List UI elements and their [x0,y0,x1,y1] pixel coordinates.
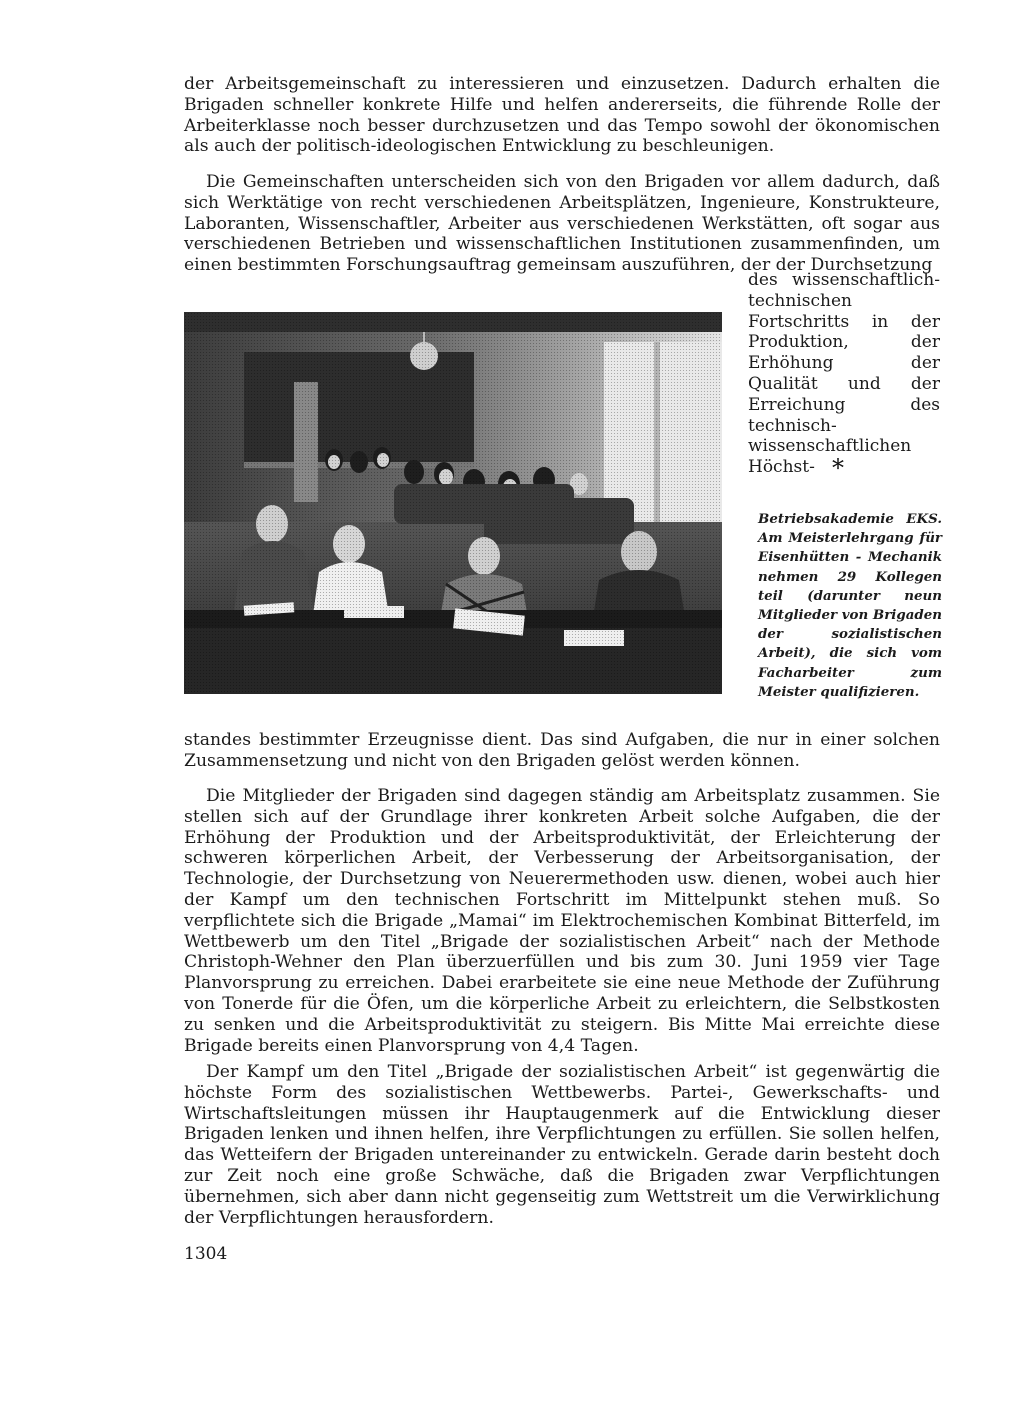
classroom-photo-illustration [184,312,722,694]
paragraph-continuation-below-photo: standes bestimmter Erzeugnisse dient. Das sind Aufgaben, die nur in einer solchen Zusammensetzung und nicht von den Brigaden gelöst werden können. [184,730,940,771]
separator-star-icon: * [832,454,844,482]
paragraph-kampf-um-titel: Der Kampf um den Titel „Brigade der sozialistischen Arbeit“ ist gegenwärtig die höchste Form des sozialistischen Wettbewerbs. Partei-, Gewerkschafts- und Wirtschaftsleitungen müssen ihr Hauptaugenmerk auf die Entwicklung dieser Brigaden lenken und ihnen helfen, ihre Verpflichtungen zu erfüllen. Sie sollen helfen, das Wetteifern der Brigaden untereinander zu entwickeln. Gerade darin besteht doch zur Zeit noch eine große Schwäche, daß die Brigaden zwar Verpflichtungen übernehmen, sich aber dann nicht gegenseitig zum Wettstreit um die Verwirklichung der Verpflichtungen herausfordern. [184,1062,940,1228]
paragraph-gemeinschaften: Die Gemeinschaften unterscheiden sich von den Brigaden vor allem dadurch, daß sich Werktätige von recht verschiedenen Arbeitsplätzen, Ingenieure, Konstrukteure, Laboranten, Wissenschaftler, Arbeiter aus verschiedenen Werkstätten, oft sogar aus verschiedenen Betrieben und wissenschaftlichen Institutionen zusammenfinden, um einen bestimmten Forschungsauftrag gemeinsam auszuführen, der der Durchsetzung [184,172,940,276]
page-number: 1304 [184,1244,228,1264]
paragraph-continuation: der Arbeitsgemeinschaft zu interessieren und einzusetzen. Dadurch erhalten die Brigaden schneller konkrete Hilfe und helfen andererseits, die führende Rolle der Arbeiterklasse noch besser durchzusetzen und das Tempo sowohl der ökonomischen als auch der politisch-ideologischen Entwicklung zu beschleunigen. [184,74,940,157]
classroom-photo [184,312,722,694]
paragraph-column-beside-photo: des wissenschaftlich-technischen Fortschritts in der Produktion, der Erhöhung der Qualität und der Erreichung des technisch-wissenschaftlichen Höchst- [748,270,940,478]
photo-caption: Betriebsakademie EKS. Am Meisterlehrgang für Eisenhütten - Mechanik nehmen 29 Kollegen teil (darunter neun Mitglieder von Brigaden der sozialistischen Arbeit), die sich vom Facharbeiter zum Meister qualifizieren. [758,511,942,700]
paragraph-brigaden: Die Mitglieder der Brigaden sind dagegen ständig am Arbeitsplatz zusammen. Sie stellen sich auf der Grundlage ihrer konkreten Arbeit solche Aufgaben, die der Erhöhung der Produktion und der Arbeitsproduktivität, der Erleichterung der schweren körperlichen Arbeit, der Verbesserung der Arbeitsorganisation, der Technologie, der Durchsetzung von Neuerermethoden usw. dienen, wobei auch hier der Kampf um den technischen Fortschritt im Mittelpunkt stehen muß. So verpflichtete sich die Brigade „Mamai“ im Elektrochemischen Kombinat Bitterfeld, im Wettbewerb um den Titel „Brigade der sozialistischen Arbeit“ nach der Methode Christoph-Wehner den Plan überzuerfüllen und bis zum 30. Juni 1959 vier Tage Planvorsprung zu erreichen. Dabei erarbeitete sie eine neue Methode der Zuführung von Tonerde für die Öfen, um die körperliche Arbeit zu erleichtern, die Selbstkosten zu senken und die Arbeitsproduktivität zu steigern. Bis Mitte Mai erreichte diese Brigade bereits einen Planvorsprung von 4,4 Tagen. [184,786,940,1056]
